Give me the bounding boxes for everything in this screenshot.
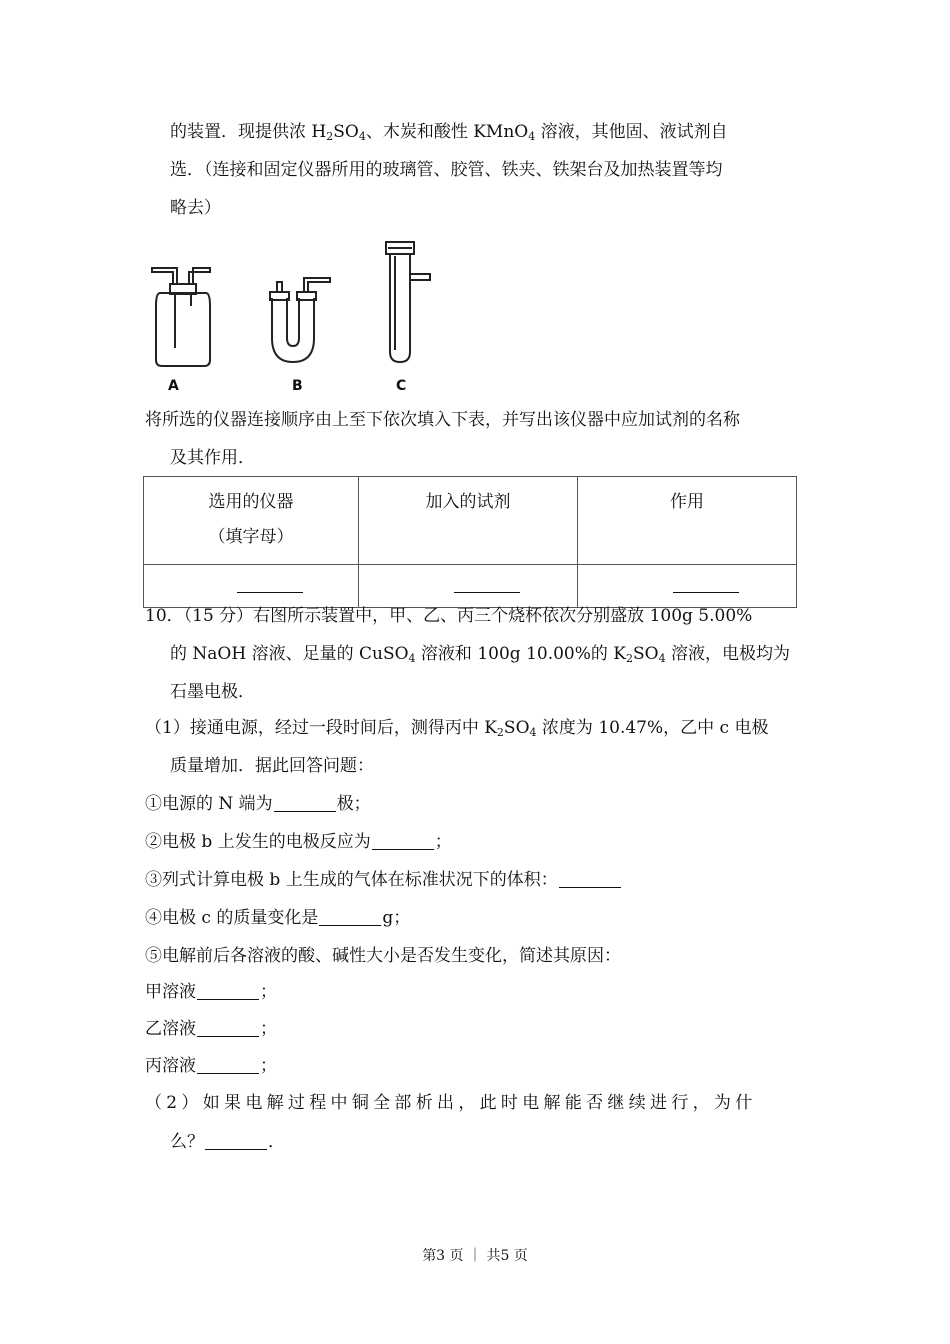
q10-part1-line-1: （1）接通电源，经过一段时间后，测得丙中 $K_2SO_4$ 浓度为 10.47%，乙中 c 电极 [145, 718, 769, 739]
q10-part1-line-2: 质量增加．据此回答问题： [170, 756, 374, 776]
header-reagent: 加入的试剂 [359, 477, 578, 565]
table-answer-row [144, 565, 797, 608]
blank-4[interactable] [319, 909, 381, 926]
blank-2[interactable] [372, 833, 434, 850]
sub-question-1: ①电源的 N 端为 极； [145, 794, 371, 814]
blank-part2[interactable] [205, 1133, 267, 1150]
blank-jia[interactable] [197, 983, 259, 1000]
blank-yi[interactable] [197, 1020, 259, 1037]
blank-bing[interactable] [197, 1057, 259, 1074]
blank-1[interactable] [274, 795, 336, 812]
sub-question-3: ③列式计算电极 b 上生成的气体在标准状况下的体积： [145, 868, 622, 892]
header-instrument: 选用的仪器 （填字母） [144, 477, 359, 565]
intro-line-2: 选．（连接和固定仪器所用的玻璃管、胶管、铁夹、铁架台及加热装置等均 [170, 160, 723, 180]
answer-reagent-cell[interactable] [359, 565, 578, 608]
intro-line-3: 略去） [170, 198, 221, 218]
label-b: B [292, 378, 303, 394]
q10-line-2: 的 NaOH 溶液、足量的 CuSO$_4$ 溶液和 100g 10.00%的 $K_2SO_4$ 溶液，电极均为 [170, 644, 790, 665]
q10-line-3: 石墨电极． [170, 682, 255, 702]
answer-instrument-cell[interactable] [144, 565, 359, 608]
solution-bing: 丙溶液 ； [145, 1056, 277, 1076]
blank-3[interactable] [559, 871, 621, 888]
q10-part2-line-2: 么？ ． [170, 1132, 285, 1152]
q10-part2-line-1: （2）如果电解过程中铜全部析出，此时电解能否继续进行，为什 [145, 1093, 757, 1113]
page-footer: 第3 页 ｜ 共5 页 [422, 1248, 528, 1264]
gas-washing-bottle-a [152, 268, 210, 366]
sub-question-5: ⑤电解前后各溶液的酸、碱性大小是否发生变化，简述其原因： [145, 946, 621, 966]
u-tube-b [270, 278, 330, 362]
sub-question-2: ②电极 b 上发生的电极反应为 ； [145, 832, 452, 852]
apparatus-figure [140, 238, 450, 398]
table-header-row [144, 477, 797, 565]
solution-jia: 甲溶液 ； [145, 982, 277, 1002]
intro-line-1: 的装置．现提供浓 $H_2SO_4$、木炭和酸性 KMnO$_4$ 溶液，其他固、液试剂自 [170, 122, 728, 143]
solution-yi: 乙溶液 ； [145, 1019, 277, 1039]
answer-function-cell[interactable] [578, 565, 797, 608]
label-a: A [168, 378, 179, 394]
label-c: C [396, 378, 407, 394]
instruction-line-1: 将所选的仪器连接顺序由上至下依次填入下表，并写出该仪器中应加试剂的名称 [145, 410, 740, 430]
header-function: 作用 [578, 477, 797, 565]
answer-table [143, 476, 797, 608]
side-arm-tube-c [386, 242, 430, 362]
q10-line-1: 10．（15 分）右图所示装置中，甲、乙、丙三个烧杯依次分别盛放 100g 5.00% [145, 606, 753, 626]
sub-question-4: ④电极 c 的质量变化是 g； [145, 908, 411, 928]
instruction-line-2: 及其作用． [170, 448, 255, 468]
